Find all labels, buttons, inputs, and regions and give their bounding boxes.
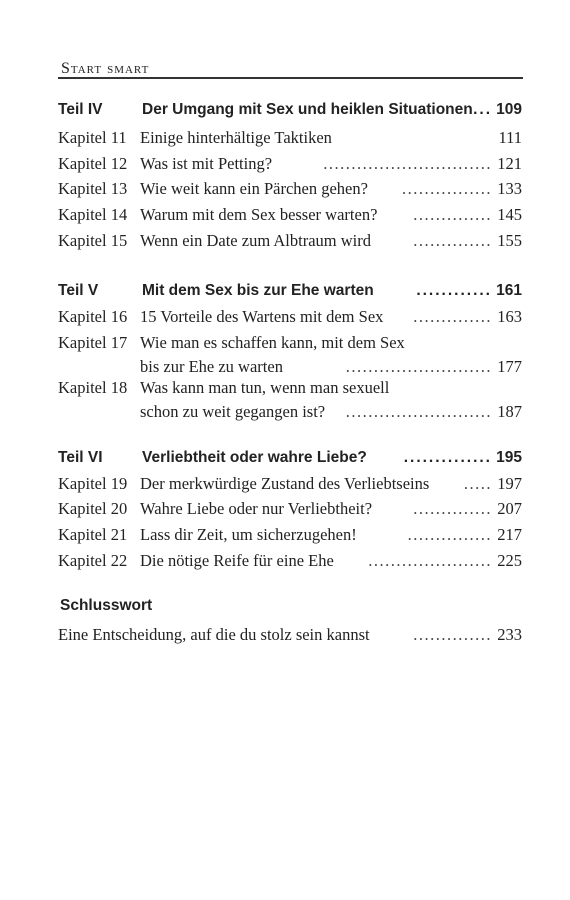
- chapter-label: Kapitel 20: [58, 499, 128, 518]
- chapter-title: Wenn ein Date zum Albtraum wird: [140, 231, 371, 250]
- page-number: 197: [497, 474, 522, 493]
- leader-dots: ................: [402, 179, 492, 198]
- chapter-title: 15 Vorteile des Wartens mit dem Sex: [140, 307, 384, 326]
- part-title: Der Umgang mit Sex und heiklen Situationen: [142, 101, 473, 118]
- chapter-label: Kapitel 13: [58, 179, 128, 198]
- part-label: Teil IV: [58, 101, 103, 118]
- page-number: 195: [496, 449, 522, 466]
- running-head: Start smart: [61, 60, 150, 77]
- chapter-title-continued: bis zur Ehe zu warten: [140, 357, 283, 376]
- page-number: 145: [497, 205, 522, 224]
- chapter-label: Kapitel 15: [58, 231, 128, 250]
- leader-dots: ..........................: [345, 357, 492, 376]
- chapter-label: Kapitel 22: [58, 551, 128, 570]
- chapter-label: Kapitel 19: [58, 474, 128, 493]
- part-title: Mit dem Sex bis zur Ehe warten: [142, 282, 374, 299]
- page-number: 225: [497, 551, 522, 570]
- chapter-title: Was kann man tun, wenn man sexuell: [140, 378, 390, 397]
- leader-dots: .....: [463, 474, 492, 493]
- chapter-title: Wie man es schaffen kann, mit dem Sex: [140, 333, 405, 352]
- page-number: 233: [497, 625, 522, 644]
- chapter-label: Kapitel 21: [58, 525, 128, 544]
- part-title: Verliebtheit oder wahre Liebe?: [142, 449, 367, 466]
- page-number: 177: [497, 357, 522, 376]
- leader-dots: ..............: [413, 625, 492, 644]
- leader-dots: ..............: [413, 499, 492, 518]
- chapter-label: Kapitel 12: [58, 154, 128, 173]
- leader-dots: ......................: [368, 551, 492, 570]
- chapter-title: Einige hinterhältige Taktiken: [140, 128, 332, 147]
- chapter-title: Warum mit dem Sex besser warten?: [140, 205, 378, 224]
- chapter-title: Lass dir Zeit, um sicherzugehen!: [140, 525, 357, 544]
- leader-dots: ..............: [403, 449, 492, 466]
- chapter-title-continued: schon zu weit gegangen ist?: [140, 402, 326, 421]
- chapter-label: Kapitel 17: [58, 333, 128, 352]
- page-number: 187: [497, 402, 522, 421]
- page-number: 217: [497, 525, 522, 544]
- chapter-label: Kapitel 14: [58, 205, 128, 224]
- chapter-label: Kapitel 18: [58, 378, 128, 397]
- leader-dots: ............: [416, 282, 492, 299]
- chapter-title: Der merkwürdige Zustand des Verliebtseins: [140, 474, 430, 493]
- leader-dots: ..........................: [345, 402, 492, 421]
- chapter-label: Kapitel 11: [58, 128, 127, 147]
- leader-dots: ..............................: [323, 154, 492, 173]
- schlusswort-heading: Schlusswort: [60, 597, 153, 614]
- chapter-title: Wahre Liebe oder nur Verliebtheit?: [140, 499, 373, 518]
- leader-dots: ..............: [413, 307, 492, 326]
- leader-dots: ...: [473, 101, 492, 118]
- schlusswort-title: Eine Entscheidung, auf die du stolz sein kannst: [58, 625, 370, 644]
- page-number: 109: [496, 101, 522, 118]
- leader-dots: ..............: [413, 205, 492, 224]
- page-number: 121: [497, 154, 522, 173]
- page-number: 155: [497, 231, 522, 250]
- part-label: Teil VI: [58, 449, 103, 466]
- page-number: 161: [496, 282, 522, 299]
- chapter-title: Was ist mit Petting?: [140, 154, 273, 173]
- leader-dots: ...............: [407, 525, 492, 544]
- leader-dots: ..............: [413, 231, 492, 250]
- page-number: 207: [497, 499, 522, 518]
- chapter-title: Die nötige Reife für eine Ehe: [140, 551, 334, 570]
- page-number: 111: [498, 128, 522, 147]
- part-label: Teil V: [58, 282, 99, 299]
- chapter-label: Kapitel 16: [58, 307, 128, 326]
- page-number: 133: [497, 179, 522, 198]
- page-number: 163: [497, 307, 522, 326]
- chapter-title: Wie weit kann ein Pärchen gehen?: [140, 179, 368, 198]
